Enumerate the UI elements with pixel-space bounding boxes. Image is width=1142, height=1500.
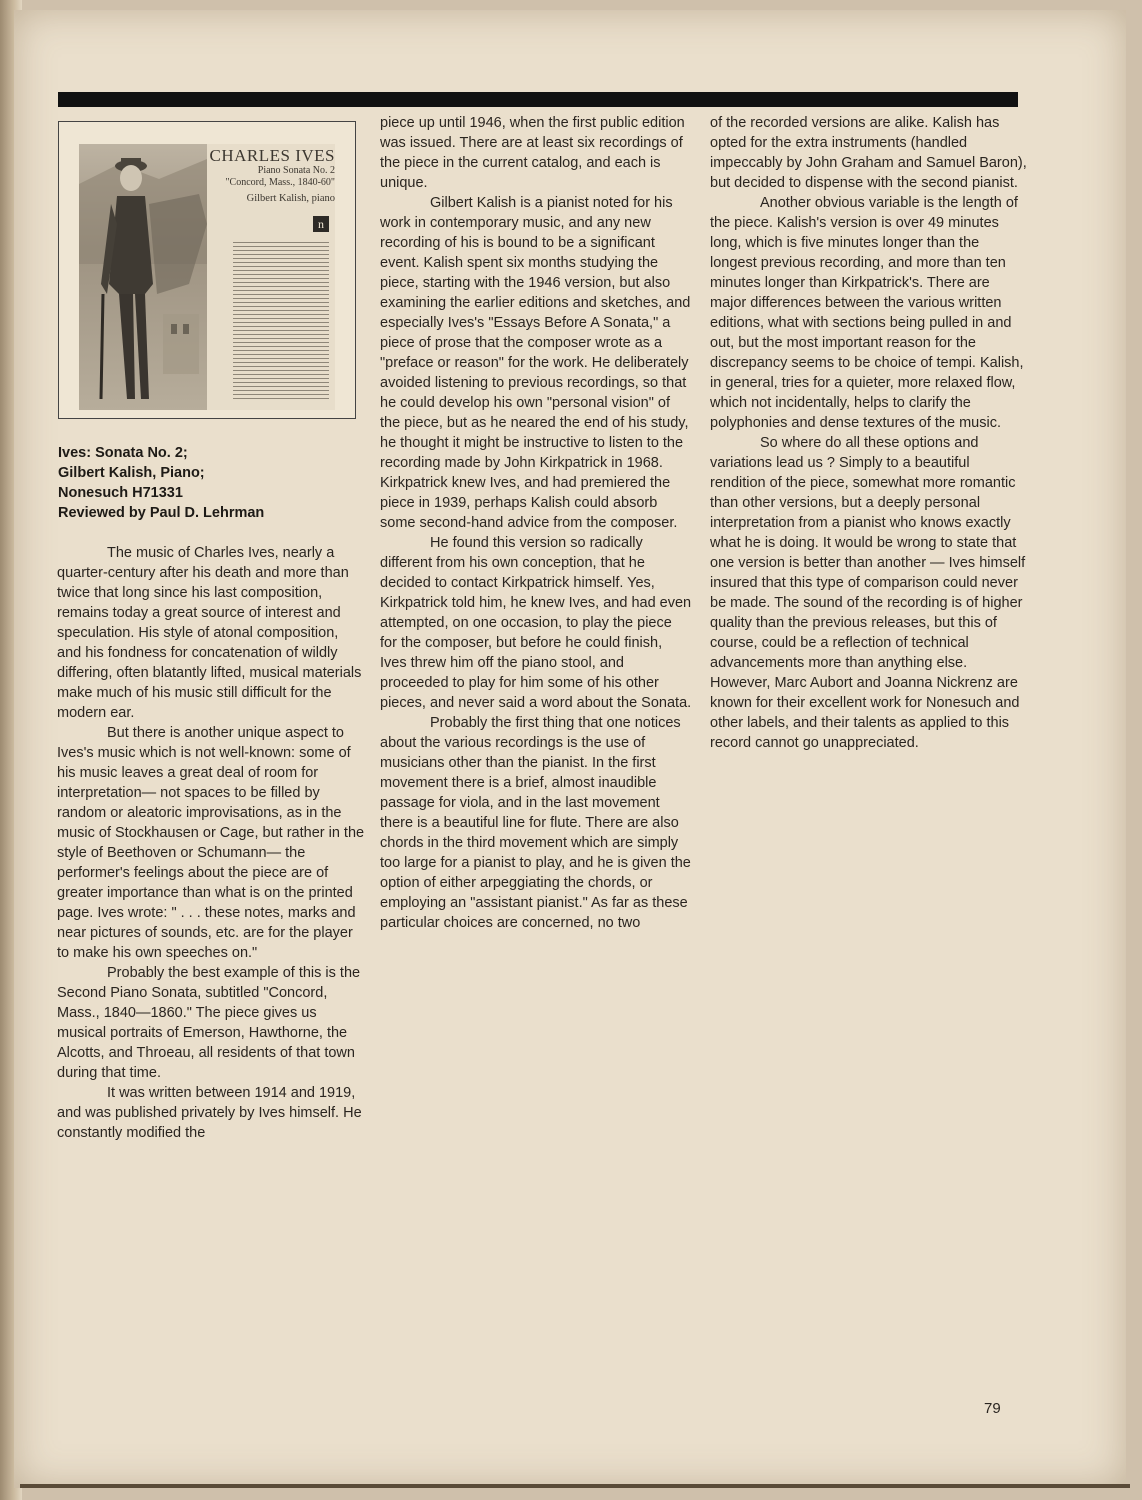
paragraph: He found this version so radically different from his own conception, that he decided to contact Kirkpatrick himself. Yes, Kirkpatrick told him, he knew Ives, and had even attempted, on one occasion, to play the piece for the composer, but before he could finish, Ives threw him off the piano stool, and proceeded to play for him some of his other pieces, and never said a word about the Sonata.	[380, 535, 692, 711]
cover-title: CHARLES IVES	[209, 146, 335, 165]
caption-catalog: Nonesuch H71331	[58, 485, 183, 501]
paragraph: Probably the best example of this is the Second Piano Sonata, subtitled "Concord, Mass., 1840—1860." The piece gives us musical portraits of Emerson, Hawthorne, the Alcotts, and Throeau, all residents of that town during that time.	[57, 965, 361, 1081]
header-rule	[58, 92, 1018, 107]
album-cover	[58, 121, 356, 419]
album-cover-artwork	[79, 144, 335, 410]
paragraph: The music of Charles Ives, nearly a quarter-century after his death and more than twice that long since his last composition, remains today a great source of interest and speculation. His style of atonal composition, and his fondness for concatenation of wildly differing, often blatantly lifted, musical materials make much of his music still difficult for the modern ear.	[57, 545, 362, 721]
cover-subtitle-2: "Concord, Mass., 1840-60"	[225, 177, 335, 188]
cover-liner-notes	[233, 242, 329, 402]
page-number: 79	[984, 1400, 1001, 1417]
paragraph: of the recorded versions are alike. Kalish has opted for the extra instruments (handled impeccably by John Graham and Samuel Baron), but decided to dispense with the second pianist.	[710, 115, 1027, 191]
article-column-1	[57, 543, 365, 1143]
nonesuch-logo-icon: n	[313, 216, 329, 232]
paragraph: Another obvious variable is the length of the piece. Kalish's version is over 49 minutes long, which is five minutes longer than the longest previous recording, and more than ten minutes longer than Kirkpatrick's. There are major differences between the various written editions, what with sections being pulled in and out, but the most important reason for the discrepancy seems to be choice of tempi. Kalish, in general, tries for a quieter, more relaxed flow, which not incidentally, helps to clarify the polyphonies and dense textures of the music.	[710, 195, 1024, 431]
paragraph: Gilbert Kalish is a pianist noted for his work in contemporary music, and any new recording of his is bound to be a significant event. Kalish spent six months studying the piece, starting with the 1946 version, but also examining the earlier editions and sketches, and especially Ives's "Essays Before A Sonata," a piece of prose that the composer wrote as a "preface or reason" for the work. He deliberately avoided listening to previous recordings, so that he could develop his own "personal vision" of the piece, but as he neared the end of his study, he thought it might be instructive to listen to the recording made by John Kirkpatrick in 1968. Kirkpatrick knew Ives, and had premiered the piece in 1939, perhaps Kalish could absorb some second-hand advice from the composer.	[380, 195, 691, 531]
paragraph: piece up until 1946, when the first public edition was issued. There are at least six recordings of the piece in the current catalog, and each is unique.	[380, 115, 685, 191]
article-column-2	[380, 113, 692, 933]
cover-performer: Gilbert Kalish, piano	[246, 193, 335, 204]
caption-performer: Gilbert Kalish, Piano;	[58, 465, 205, 481]
paragraph: It was written between 1914 and 1919, and was published privately by Ives himself. He constantly modified the	[57, 1085, 362, 1141]
composer-portrait	[79, 144, 207, 410]
page-bottom-edge	[20, 1484, 1130, 1488]
article-column-3	[710, 113, 1028, 753]
portrait-illustration	[79, 144, 207, 410]
paragraph: Probably the first thing that one notices about the various recordings is the use of musicians other than the pianist. In the first movement there is a brief, almost inaudible passage for viola, and in the last movement there is a beautiful line for flute. There are also chords in the third movement which are simply too large for a pianist to play, and he is given the option of either arpeggiating the chords, or employing an "assistant pianist." As far as these particular choices are concerned, no two	[380, 715, 691, 931]
review-caption	[58, 443, 358, 523]
caption-title: Ives: Sonata No. 2;	[58, 445, 188, 461]
caption-byline: Reviewed by Paul D. Lehrman	[58, 505, 265, 521]
cover-subtitle: Piano Sonata No. 2	[257, 165, 335, 176]
paragraph: So where do all these options and variations lead us ? Simply to a beautiful rendition of the piece, somewhat more romantic than other versions, but a deeply personal interpretation from a pianist who knows exactly what he is doing. It would be wrong to state that one version is better than another — Ives himself insured that this type of comparison could never be made. The sound of the recording is of higher quality than the previous releases, but this of course, could be a reflection of technical advancements more than anything else. However, Marc Aubort and Joanna Nickrenz are known for their excellent work for Nonesuch and other labels, and their talents as applied to this record cannot go unappreciated.	[710, 435, 1026, 751]
paragraph: But there is another unique aspect to Ives's music which is not well-known: some of his music leaves a great deal of room for interpretation— not spaces to be filled by random or aleatoric improvisations, as in the music of Stockhausen or Cage, but rather in the style of Beethoven or Schumann— the performer's feelings about the piece are of greater importance than what is on the printed page. Ives wrote: " . . . these notes, marks and near pictures of sounds, etc. are for the player to make his own speeches on."	[57, 725, 365, 961]
